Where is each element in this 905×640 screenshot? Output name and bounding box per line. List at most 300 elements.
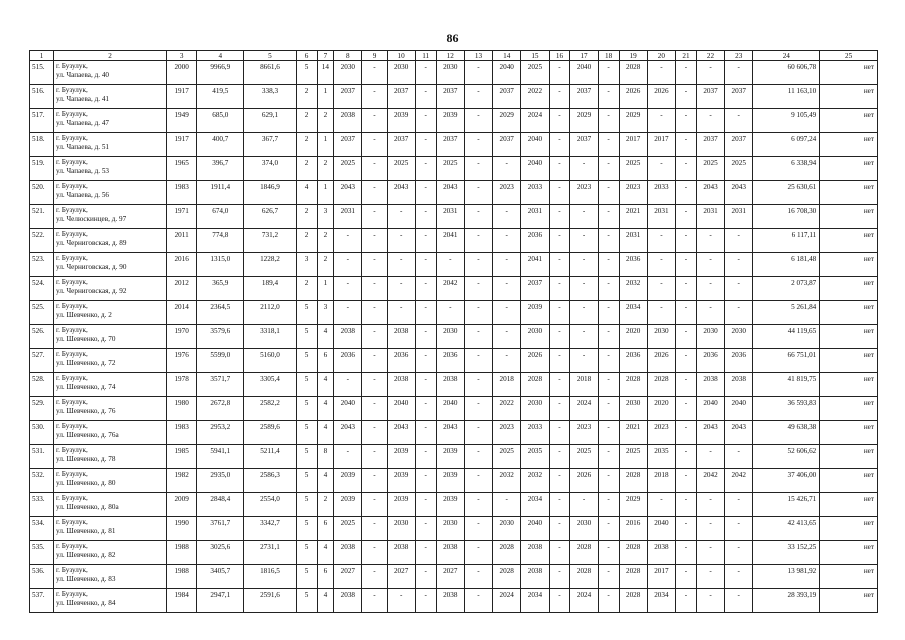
data-cell: 2037 xyxy=(334,133,362,157)
data-cell: 5 xyxy=(296,325,317,349)
data-cell: - xyxy=(598,157,619,181)
data-cell: 2030 xyxy=(725,325,753,349)
data-cell: 2040 xyxy=(725,397,753,421)
data-cell: 5 xyxy=(296,301,317,325)
data-cell: - xyxy=(464,445,492,469)
data-cell: 1911,4 xyxy=(197,181,244,205)
header-row xyxy=(30,51,878,61)
column-header: 19 xyxy=(619,51,647,61)
data-cell: 1 xyxy=(317,181,334,205)
data-cell: - xyxy=(676,109,697,133)
data-cell: 6 181,48 xyxy=(753,253,820,277)
data-cell: 731,2 xyxy=(244,229,296,253)
data-cell: - xyxy=(415,205,436,229)
data-cell: 2030 xyxy=(493,517,521,541)
data-cell: 1917 xyxy=(166,133,196,157)
data-cell: 2043 xyxy=(387,421,415,445)
data-cell: 1 xyxy=(317,277,334,301)
data-cell: 1917 xyxy=(166,85,196,109)
data-cell: 6 xyxy=(317,349,334,373)
data-cell: 2953,2 xyxy=(197,421,244,445)
row-number: 528. xyxy=(30,373,54,397)
data-cell: 2043 xyxy=(696,421,724,445)
data-cell: нет xyxy=(820,277,878,301)
data-cell: 14 xyxy=(317,61,334,85)
address-city: г. Бузулук, xyxy=(56,446,88,454)
data-cell: - xyxy=(696,277,724,301)
row-number: 525. xyxy=(30,301,54,325)
data-cell: 2018 xyxy=(647,469,675,493)
data-cell: 2038 xyxy=(725,373,753,397)
data-cell: 2034 xyxy=(647,589,675,613)
data-cell: - xyxy=(549,181,570,205)
data-cell: - xyxy=(549,373,570,397)
address-cell xyxy=(54,421,167,445)
data-cell: 365,9 xyxy=(197,277,244,301)
address-city: г. Бузулук, xyxy=(56,494,88,502)
data-cell: 15 426,71 xyxy=(753,493,820,517)
data-cell: 2030 xyxy=(570,517,598,541)
data-cell: - xyxy=(676,421,697,445)
data-cell: - xyxy=(570,229,598,253)
data-cell: 2935,0 xyxy=(197,469,244,493)
address-city: г. Бузулук, xyxy=(56,398,88,406)
data-cell: 2037 xyxy=(436,85,464,109)
data-cell: - xyxy=(415,589,436,613)
data-cell: - xyxy=(676,589,697,613)
data-cell: - xyxy=(362,349,387,373)
data-cell: нет xyxy=(820,541,878,565)
data-cell: 2029 xyxy=(570,109,598,133)
address-city: г. Бузулук, xyxy=(56,542,88,550)
data-cell: 2025 xyxy=(696,157,724,181)
row-number: 530. xyxy=(30,421,54,445)
data-cell: - xyxy=(549,589,570,613)
data-cell: - xyxy=(362,157,387,181)
data-cell: - xyxy=(725,61,753,85)
data-cell: 2040 xyxy=(647,517,675,541)
data-cell: 2 xyxy=(296,157,317,181)
data-cell: 2037 xyxy=(436,133,464,157)
data-cell: 1990 xyxy=(166,517,196,541)
data-cell: - xyxy=(334,253,362,277)
data-cell: - xyxy=(598,565,619,589)
data-cell: 2028 xyxy=(570,541,598,565)
address-city: г. Бузулук, xyxy=(56,62,88,70)
data-cell: - xyxy=(362,61,387,85)
data-cell: - xyxy=(415,229,436,253)
data-cell: 2039 xyxy=(436,109,464,133)
column-header: 22 xyxy=(696,51,724,61)
data-cell: - xyxy=(362,325,387,349)
row-number: 526. xyxy=(30,325,54,349)
data-cell: - xyxy=(549,277,570,301)
data-cell: 2031 xyxy=(647,205,675,229)
data-cell: 28 393,19 xyxy=(753,589,820,613)
data-cell: 2 073,87 xyxy=(753,277,820,301)
data-cell: 2029 xyxy=(619,493,647,517)
data-cell: 1982 xyxy=(166,469,196,493)
data-cell: - xyxy=(676,373,697,397)
address-cell xyxy=(54,445,167,469)
data-cell: 2037 xyxy=(696,85,724,109)
address-cell xyxy=(54,229,167,253)
data-cell: 2026 xyxy=(647,349,675,373)
data-cell: 16 708,30 xyxy=(753,205,820,229)
data-cell: - xyxy=(570,301,598,325)
data-cell: 2038 xyxy=(436,373,464,397)
data-cell: нет xyxy=(820,565,878,589)
data-cell: 2031 xyxy=(696,205,724,229)
data-cell: 66 751,01 xyxy=(753,349,820,373)
data-cell: 5 261,84 xyxy=(753,301,820,325)
data-cell: 2040 xyxy=(521,133,549,157)
data-cell: - xyxy=(676,277,697,301)
data-cell: - xyxy=(415,109,436,133)
address-street: ул. Шевченко, д. 2 xyxy=(56,311,112,319)
data-cell: - xyxy=(436,301,464,325)
row-number: 536. xyxy=(30,565,54,589)
data-cell: - xyxy=(549,541,570,565)
data-cell: - xyxy=(415,517,436,541)
address-cell xyxy=(54,397,167,421)
address-city: г. Бузулук, xyxy=(56,590,88,598)
column-header: 11 xyxy=(415,51,436,61)
data-cell: - xyxy=(598,397,619,421)
data-cell: - xyxy=(549,301,570,325)
data-cell: - xyxy=(549,253,570,277)
data-cell: - xyxy=(493,205,521,229)
row-number: 523. xyxy=(30,253,54,277)
data-cell: 2025 xyxy=(334,517,362,541)
row-number: 527. xyxy=(30,349,54,373)
address-street: ул. Шевченко, д. 82 xyxy=(56,551,116,559)
column-header: 14 xyxy=(493,51,521,61)
data-cell: - xyxy=(598,205,619,229)
address-street: ул. Шевченко, д. 76а xyxy=(56,431,119,439)
table-row xyxy=(30,493,878,517)
address-cell xyxy=(54,349,167,373)
data-cell: 2043 xyxy=(696,181,724,205)
data-cell: 2041 xyxy=(436,229,464,253)
data-cell: 2026 xyxy=(647,85,675,109)
data-cell: нет xyxy=(820,493,878,517)
data-cell: 4 xyxy=(317,421,334,445)
data-cell: - xyxy=(598,301,619,325)
address-street: ул. Чапаева, д. 53 xyxy=(56,167,110,175)
data-cell: - xyxy=(362,181,387,205)
address-street: ул. Шевченко, д. 80а xyxy=(56,503,119,511)
data-cell: 2034 xyxy=(619,301,647,325)
data-cell: - xyxy=(464,421,492,445)
table-row xyxy=(30,469,878,493)
data-cell: 2 xyxy=(296,85,317,109)
data-cell: 2039 xyxy=(387,469,415,493)
data-cell: - xyxy=(647,277,675,301)
data-cell: - xyxy=(464,205,492,229)
data-cell: 1983 xyxy=(166,181,196,205)
data-cell: - xyxy=(415,421,436,445)
data-cell: 2037 xyxy=(696,133,724,157)
data-cell: - xyxy=(334,373,362,397)
data-cell: 4 xyxy=(317,397,334,421)
data-cell: 1816,5 xyxy=(244,565,296,589)
data-cell: 2037 xyxy=(725,133,753,157)
data-cell: 2030 xyxy=(387,517,415,541)
table-row xyxy=(30,253,878,277)
data-cell: 2042 xyxy=(696,469,724,493)
data-cell: 2038 xyxy=(334,325,362,349)
data-cell: - xyxy=(676,61,697,85)
data-cell: 8661,6 xyxy=(244,61,296,85)
data-cell: - xyxy=(676,133,697,157)
data-cell: - xyxy=(464,301,492,325)
table-row xyxy=(30,541,878,565)
table-row xyxy=(30,277,878,301)
row-number: 516. xyxy=(30,85,54,109)
data-cell: 2034 xyxy=(521,589,549,613)
address-cell xyxy=(54,565,167,589)
data-cell: 49 638,38 xyxy=(753,421,820,445)
column-header: 17 xyxy=(570,51,598,61)
data-cell: 3761,7 xyxy=(197,517,244,541)
data-cell: - xyxy=(676,325,697,349)
column-header: 21 xyxy=(676,51,697,61)
data-cell: 2039 xyxy=(387,445,415,469)
data-cell: 3 xyxy=(296,253,317,277)
data-cell: - xyxy=(549,205,570,229)
address-street: ул. Челюскинцев, д. 97 xyxy=(56,215,127,223)
data-cell: 4 xyxy=(296,181,317,205)
data-cell: - xyxy=(647,493,675,517)
data-cell: - xyxy=(570,277,598,301)
data-cell: - xyxy=(362,205,387,229)
data-cell: 1315,0 xyxy=(197,253,244,277)
data-cell: - xyxy=(647,253,675,277)
address-city: г. Бузулук, xyxy=(56,470,88,478)
data-cell: - xyxy=(415,85,436,109)
page-number: 86 xyxy=(446,31,459,45)
data-cell: - xyxy=(464,229,492,253)
data-cell: - xyxy=(570,253,598,277)
data-cell: 2027 xyxy=(387,565,415,589)
data-cell: 2037 xyxy=(493,85,521,109)
data-cell: 25 630,61 xyxy=(753,181,820,205)
data-cell: - xyxy=(387,205,415,229)
data-cell: 2033 xyxy=(647,181,675,205)
data-cell: нет xyxy=(820,469,878,493)
data-cell: 2028 xyxy=(619,541,647,565)
data-cell: 2026 xyxy=(570,469,598,493)
address-street: ул. Черниговская, д. 92 xyxy=(56,287,127,295)
data-cell: 5599,0 xyxy=(197,349,244,373)
data-cell: 2030 xyxy=(436,61,464,85)
data-cell: - xyxy=(464,517,492,541)
data-cell: - xyxy=(549,133,570,157)
address-cell xyxy=(54,325,167,349)
data-cell: 2017 xyxy=(647,565,675,589)
data-cell: 2025 xyxy=(570,445,598,469)
data-cell: 5 xyxy=(296,517,317,541)
data-cell: - xyxy=(676,397,697,421)
data-cell: 2025 xyxy=(334,157,362,181)
data-cell: 1 xyxy=(317,133,334,157)
data-cell: - xyxy=(464,325,492,349)
data-cell: 2012 xyxy=(166,277,196,301)
table-row xyxy=(30,397,878,421)
data-cell: 6 117,11 xyxy=(753,229,820,253)
data-cell: 2582,2 xyxy=(244,397,296,421)
data-cell: - xyxy=(676,565,697,589)
row-number: 532. xyxy=(30,469,54,493)
column-header: 23 xyxy=(725,51,753,61)
table-row xyxy=(30,133,878,157)
data-cell: 2025 xyxy=(619,157,647,181)
data-cell: 2025 xyxy=(725,157,753,181)
table-row xyxy=(30,373,878,397)
data-cell: - xyxy=(696,229,724,253)
data-cell: 52 606,62 xyxy=(753,445,820,469)
data-cell: 4 xyxy=(317,325,334,349)
data-cell: 2 xyxy=(296,229,317,253)
data-cell: 2037 xyxy=(387,85,415,109)
address-street: ул. Чапаева, д. 41 xyxy=(56,95,110,103)
data-cell: - xyxy=(415,445,436,469)
table-row xyxy=(30,85,878,109)
data-cell: 2028 xyxy=(493,541,521,565)
data-cell: 2030 xyxy=(334,61,362,85)
data-cell: - xyxy=(647,61,675,85)
address-street: ул. Шевченко, д. 74 xyxy=(56,383,116,391)
address-cell xyxy=(54,85,167,109)
column-header: 18 xyxy=(598,51,619,61)
data-cell: 2028 xyxy=(619,589,647,613)
row-number: 517. xyxy=(30,109,54,133)
data-cell: 6 xyxy=(317,565,334,589)
data-cell: 2036 xyxy=(436,349,464,373)
data-cell: 685,0 xyxy=(197,109,244,133)
data-cell: - xyxy=(725,541,753,565)
data-cell: 2016 xyxy=(166,253,196,277)
data-cell: - xyxy=(362,445,387,469)
column-header: 10 xyxy=(387,51,415,61)
data-cell: 2031 xyxy=(619,229,647,253)
data-cell: - xyxy=(464,85,492,109)
data-cell: 2018 xyxy=(493,373,521,397)
data-cell: 2030 xyxy=(521,325,549,349)
column-header: 13 xyxy=(464,51,492,61)
data-cell: 2030 xyxy=(696,325,724,349)
address-street: ул. Шевченко, д. 78 xyxy=(56,455,116,463)
data-cell: 1846,9 xyxy=(244,181,296,205)
data-cell: 2039 xyxy=(387,493,415,517)
data-cell: 2036 xyxy=(696,349,724,373)
data-cell: - xyxy=(676,157,697,181)
data-cell: 396,7 xyxy=(197,157,244,181)
data-cell: - xyxy=(464,589,492,613)
address-street: ул. Черниговская, д. 89 xyxy=(56,239,127,247)
data-cell: - xyxy=(647,157,675,181)
data-cell: - xyxy=(549,445,570,469)
data-cell: 2022 xyxy=(493,397,521,421)
address-street: ул. Черниговская, д. 90 xyxy=(56,263,127,271)
data-cell: 3405,7 xyxy=(197,565,244,589)
data-cell: 2011 xyxy=(166,229,196,253)
data-cell: - xyxy=(362,301,387,325)
data-cell: 629,1 xyxy=(244,109,296,133)
address-cell xyxy=(54,109,167,133)
data-cell: - xyxy=(464,541,492,565)
row-number: 531. xyxy=(30,445,54,469)
address-cell xyxy=(54,61,167,85)
data-cell: - xyxy=(387,277,415,301)
data-cell: - xyxy=(725,565,753,589)
data-cell: 1988 xyxy=(166,541,196,565)
data-cell: 4 xyxy=(317,373,334,397)
data-cell: 2031 xyxy=(436,205,464,229)
table-row xyxy=(30,565,878,589)
data-cell: 2025 xyxy=(436,157,464,181)
address-city: г. Бузулук, xyxy=(56,86,88,94)
data-cell: 2 xyxy=(317,157,334,181)
data-cell: 2040 xyxy=(696,397,724,421)
data-cell: - xyxy=(387,589,415,613)
data-cell: 2032 xyxy=(521,469,549,493)
table-row xyxy=(30,301,878,325)
data-cell: 2 xyxy=(296,277,317,301)
data-cell: 1970 xyxy=(166,325,196,349)
data-cell: 2037 xyxy=(570,133,598,157)
data-cell: - xyxy=(549,61,570,85)
data-cell: 60 606,78 xyxy=(753,61,820,85)
data-cell: - xyxy=(362,421,387,445)
data-cell: - xyxy=(676,469,697,493)
data-cell: 2024 xyxy=(493,589,521,613)
column-header: 20 xyxy=(647,51,675,61)
data-cell: 374,0 xyxy=(244,157,296,181)
data-cell: - xyxy=(725,229,753,253)
data-cell: 2038 xyxy=(521,541,549,565)
data-cell: 5941,1 xyxy=(197,445,244,469)
data-cell: 2027 xyxy=(436,565,464,589)
data-cell: 400,7 xyxy=(197,133,244,157)
data-cell: 41 819,75 xyxy=(753,373,820,397)
data-cell: 2037 xyxy=(570,85,598,109)
data-cell: 37 406,00 xyxy=(753,469,820,493)
data-cell: - xyxy=(334,301,362,325)
address-city: г. Бузулук, xyxy=(56,518,88,526)
data-cell: 11 163,10 xyxy=(753,85,820,109)
data-cell: - xyxy=(676,181,697,205)
data-cell: 2031 xyxy=(521,205,549,229)
data-cell: 2037 xyxy=(387,133,415,157)
data-cell: 5211,4 xyxy=(244,445,296,469)
data-cell: 5160,0 xyxy=(244,349,296,373)
address-city: г. Бузулук, xyxy=(56,206,88,214)
row-number: 518. xyxy=(30,133,54,157)
address-cell xyxy=(54,205,167,229)
data-cell: - xyxy=(362,469,387,493)
data-cell: - xyxy=(493,349,521,373)
data-cell: - xyxy=(696,517,724,541)
data-cell: - xyxy=(415,325,436,349)
data-cell: - xyxy=(362,133,387,157)
data-cell: 2031 xyxy=(725,205,753,229)
data-cell: - xyxy=(334,445,362,469)
data-cell: 1984 xyxy=(166,589,196,613)
data-cell: - xyxy=(387,229,415,253)
address-street: ул. Чапаева, д. 51 xyxy=(56,143,110,151)
